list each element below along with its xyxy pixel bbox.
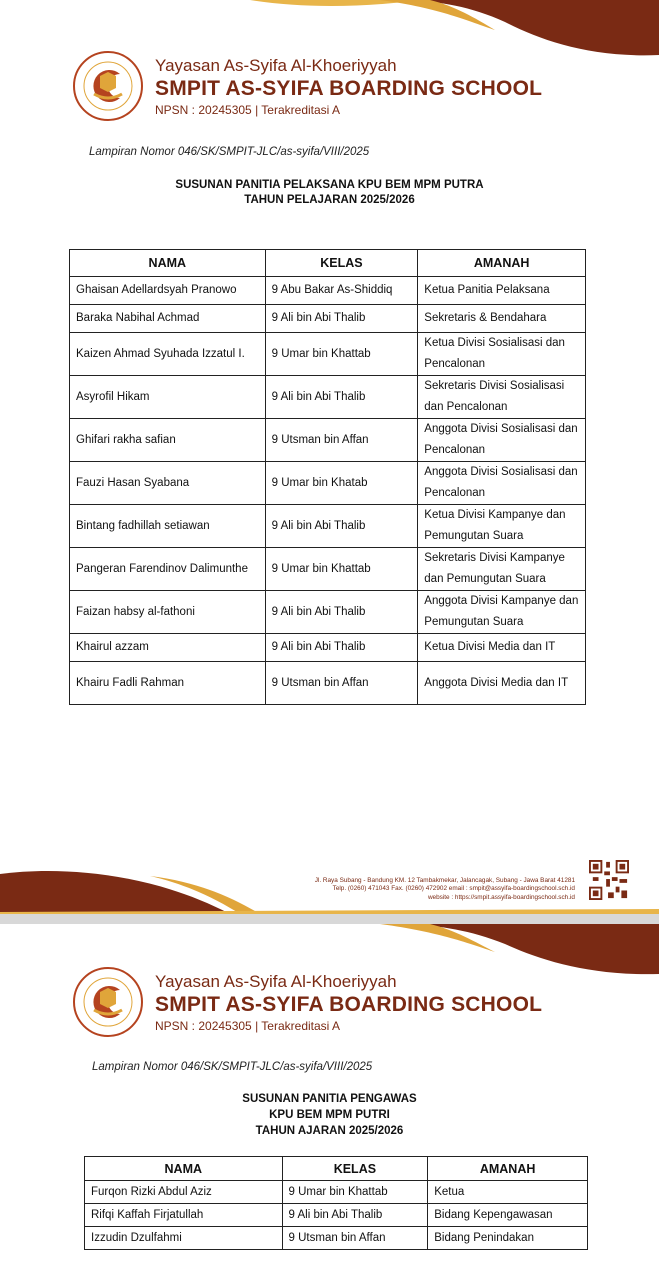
column-header-kelas: KELAS — [282, 1157, 428, 1181]
cell-kelas: 9 Umar bin Khattab — [282, 1181, 428, 1204]
table-header-row — [85, 1157, 588, 1181]
cell-amanah: Ketua — [428, 1181, 588, 1204]
foundation-name: Yayasan As-Syifa Al-Khoeriyyah — [155, 972, 397, 991]
document-title-line-3: TAHUN AJARAN 2025/2026 — [255, 1125, 404, 1137]
cell-amanah: Sekretaris Divisi Kampanye dan Pemungutan Suara — [418, 548, 586, 591]
cell-nama: Rifqi Kaffah Firjatullah — [85, 1204, 283, 1227]
column-header-nama: NAMA — [85, 1157, 283, 1181]
cell-amanah: Bidang Penindakan — [428, 1227, 588, 1250]
footer-address: Jl. Raya Subang - Bandung KM. 12 Tambakmekar, Jalancagak, Subang - Jawa Barat 41281 — [314, 876, 575, 884]
cell-nama: Izzudin Dzulfahmi — [85, 1227, 283, 1250]
reference-number: Lampiran Nomor 046/SK/SMPIT-JLC/as-syifa/VIII/2025 — [89, 146, 370, 158]
cell-nama: Asyrofil Hikam — [70, 376, 266, 419]
column-header-amanah: AMANAH — [418, 250, 586, 277]
cell-amanah: Anggota Divisi Sosialisasi dan Pencalonan — [418, 419, 586, 462]
table-row — [70, 419, 586, 462]
cell-nama: Furqon Rizki Abdul Aziz — [85, 1181, 283, 1204]
reference-number: Lampiran Nomor 046/SK/SMPIT-JLC/as-syifa/VIII/2025 — [92, 1061, 373, 1073]
school-npsn: NPSN : 20245305 | Terakreditasi A — [155, 1019, 341, 1033]
school-name: SMPIT AS-SYIFA BOARDING SCHOOL — [155, 77, 543, 100]
document-title-line-1: SUSUNAN PANITIA PELAKSANA KPU BEM MPM PUTRA — [175, 179, 484, 191]
cell-kelas: 9 Utsman bin Affan — [265, 662, 418, 705]
cell-kelas: 9 Ali bin Abi Thalib — [265, 505, 418, 548]
cell-nama: Faizan habsy al-fathoni — [70, 591, 266, 634]
cell-amanah: Sekretaris Divisi Sosialisasi dan Pencalonan — [418, 376, 586, 419]
cell-kelas: 9 Ali bin Abi Thalib — [265, 376, 418, 419]
cell-nama: Ghifari rakha safian — [70, 419, 266, 462]
cell-amanah: Ketua Divisi Media dan IT — [418, 634, 586, 662]
cell-amanah: Ketua Divisi Kampanye dan Pemungutan Suara — [418, 505, 586, 548]
cell-nama: Pangeran Farendinov Dalimunthe — [70, 548, 266, 591]
table-row — [85, 1204, 588, 1227]
table-row — [70, 462, 586, 505]
cell-amanah: Anggota Divisi Kampanye dan Pemungutan Suara — [418, 591, 586, 634]
cell-amanah: Sekretaris & Bendahara — [418, 305, 586, 333]
footer-contact: Telp. (0260) 471043 Fax. (0260) 472902 email : smpit@assyifa-boardingschool.sch.id — [332, 885, 575, 892]
cell-nama: Fauzi Hasan Syabana — [70, 462, 266, 505]
cell-nama: Baraka Nabihal Achmad — [70, 305, 266, 333]
cell-kelas: 9 Ali bin Abi Thalib — [265, 305, 418, 333]
table-header-row — [70, 250, 586, 277]
committee-table-putri — [84, 1156, 588, 1250]
cell-nama: Khairu Fadli Rahman — [70, 662, 266, 705]
cell-amanah: Anggota Divisi Sosialisasi dan Pencalonan — [418, 462, 586, 505]
cell-kelas: 9 Umar bin Khatab — [265, 462, 418, 505]
column-header-nama: NAMA — [70, 250, 266, 277]
cell-nama: Ghaisan Adellardsyah Pranowo — [70, 277, 266, 305]
table-row — [85, 1227, 588, 1250]
committee-table-putra — [69, 249, 586, 705]
school-name: SMPIT AS-SYIFA BOARDING SCHOOL — [155, 993, 543, 1016]
school-identity — [155, 56, 542, 118]
document-page-2 — [0, 924, 659, 1280]
cell-amanah: Bidang Kepengawasan — [428, 1204, 588, 1227]
table-row — [70, 277, 586, 305]
cell-kelas: 9 Ali bin Abi Thalib — [282, 1204, 428, 1227]
cell-amanah: Ketua Divisi Sosialisasi dan Pencalonan — [418, 333, 586, 376]
cell-kelas: 9 Abu Bakar As-Shiddiq — [265, 277, 418, 305]
cell-amanah: Anggota Divisi Media dan IT — [418, 662, 586, 705]
table-row — [70, 548, 586, 591]
table-row — [70, 376, 586, 419]
school-logo-icon — [72, 50, 144, 122]
table-row — [85, 1181, 588, 1204]
document-title-line-2: KPU BEM MPM PUTRI — [269, 1109, 390, 1121]
table-row — [70, 333, 586, 376]
cell-kelas: 9 Ali bin Abi Thalib — [265, 634, 418, 662]
document-title-line-2: TAHUN PELAJARAN 2025/2026 — [244, 194, 415, 206]
footer-website: website : https://smpit.assyifa-boardingschool.sch.id — [427, 893, 575, 901]
table-row — [70, 634, 586, 662]
column-header-kelas: KELAS — [265, 250, 418, 277]
cell-kelas: 9 Ali bin Abi Thalib — [265, 591, 418, 634]
school-identity — [155, 972, 542, 1034]
school-npsn: NPSN : 20245305 | Terakreditasi A — [155, 103, 341, 117]
document-title-line-1: SUSUNAN PANITIA PENGAWAS — [242, 1093, 417, 1105]
cell-kelas: 9 Utsman bin Affan — [265, 419, 418, 462]
table-row — [70, 505, 586, 548]
cell-kelas: 9 Umar bin Khattab — [265, 548, 418, 591]
school-contact-footer — [195, 877, 575, 903]
table-row — [70, 305, 586, 333]
cell-kelas: 9 Umar bin Khattab — [265, 333, 418, 376]
cell-amanah: Ketua Panitia Pelaksana — [418, 277, 586, 305]
cell-nama: Kaizen Ahmad Syuhada Izzatul I. — [70, 333, 266, 376]
cell-nama: Khairul azzam — [70, 634, 266, 662]
cell-kelas: 9 Utsman bin Affan — [282, 1227, 428, 1250]
cell-nama: Bintang fadhillah setiawan — [70, 505, 266, 548]
table-row — [70, 591, 586, 634]
column-header-amanah: AMANAH — [428, 1157, 588, 1181]
table-row — [70, 662, 586, 705]
school-logo-icon — [72, 966, 144, 1038]
foundation-name: Yayasan As-Syifa Al-Khoeriyyah — [155, 56, 397, 75]
qr-code-icon — [589, 860, 629, 900]
